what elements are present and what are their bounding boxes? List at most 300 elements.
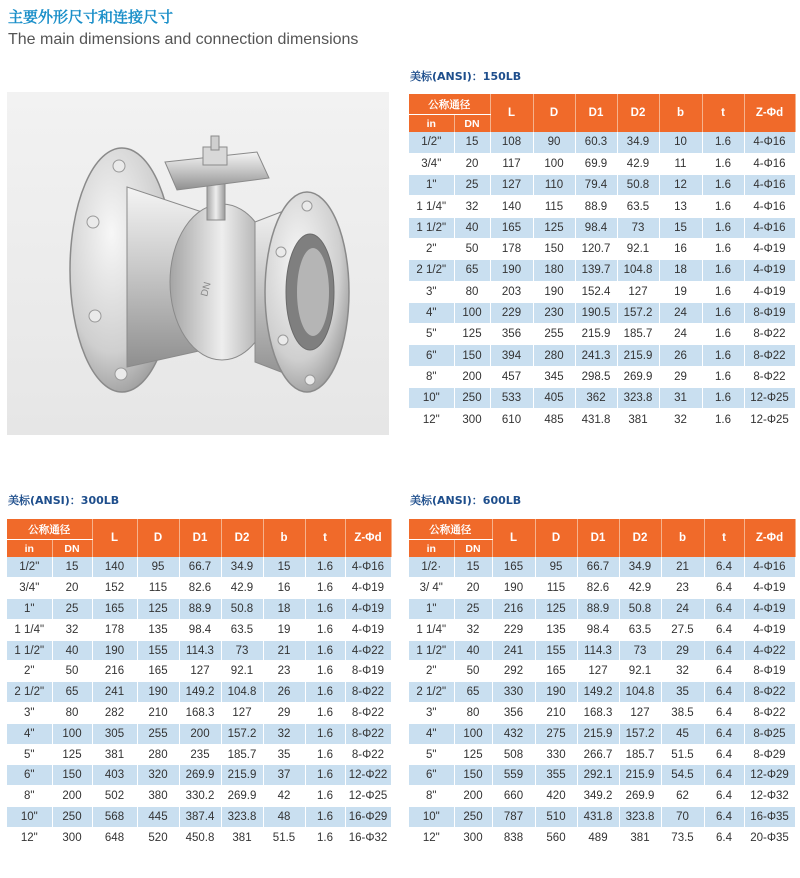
table-cell: 8-Φ22 [345,744,391,765]
table-cell: 10" [7,807,52,828]
table-cell: 6" [409,345,454,366]
table-cell: 1 1/2" [409,640,454,661]
table-cell: 560 [535,827,577,848]
table-row [409,827,795,848]
table-cell: 5" [409,744,454,765]
table-cell: 63.5 [617,196,659,217]
header-nominal-diameter: 公称通径 [409,94,490,115]
table-cell: 8" [7,786,52,807]
table-cell: 6.4 [704,599,744,620]
header-t: t [704,519,744,557]
table-row [409,765,795,786]
table-cell: 150 [454,765,492,786]
table-cell: 125 [137,599,179,620]
table-cell: 8-Φ22 [345,682,391,703]
table-cell: 1.6 [305,661,345,682]
table-cell: 100 [454,723,492,744]
table-cell: 50 [454,238,490,259]
table-cell: 559 [492,765,535,786]
table-cell: 305 [92,723,137,744]
table-cell: 15 [52,557,92,578]
table-cell: 269.9 [221,786,263,807]
table-cell: 6.4 [704,619,744,640]
table-cell: 660 [492,786,535,807]
table-cell: 4-Φ16 [744,557,795,578]
table-cell: 73 [619,640,661,661]
header-dn: DN [454,115,490,133]
table-cell: 4-Φ19 [744,619,795,640]
table-cell: 4-Φ16 [744,132,795,153]
table-cell: 168.3 [179,703,221,724]
table-cell: 40 [52,640,92,661]
table-cell: 1 1/4" [409,619,454,640]
table-300lb-caption: 美标(ANSI)：300LB [8,494,120,507]
table-cell: 4-Φ22 [744,640,795,661]
table-cell: 300 [52,827,92,848]
table-cell: 88.9 [575,196,617,217]
table-cell: 1.6 [702,324,744,345]
table-cell: 50 [454,661,492,682]
table-cell: 1" [409,175,454,196]
table-cell: 65 [52,682,92,703]
table-cell: 200 [454,366,490,387]
table-cell: 6.4 [704,723,744,744]
table-cell: 8-Φ22 [345,723,391,744]
table-cell: 1 1/2" [409,217,454,238]
table-cell: 323.8 [619,807,661,828]
table-cell: 1.6 [702,260,744,281]
table-cell: 32 [661,661,704,682]
table-cell: 95 [535,557,577,578]
table-row [7,786,391,807]
table-cell: 114.3 [577,640,619,661]
table-cell: 1.6 [305,703,345,724]
table-cell: 485 [533,409,575,430]
header-D1: D1 [577,519,619,557]
table-cell: 235 [179,744,221,765]
table-cell: 323.8 [617,388,659,409]
table-cell: 241 [492,640,535,661]
header-t: t [702,94,744,132]
header-nominal-diameter: 公称通径 [409,519,492,540]
table-cell: 165 [490,217,533,238]
table-cell: 117 [490,153,533,174]
header-in: in [409,540,454,558]
table-cell: 8-Φ22 [744,682,795,703]
table-cell: 6.4 [704,827,744,848]
table-cell: 98.4 [577,619,619,640]
table-cell: 178 [490,238,533,259]
table-cell: 20 [52,578,92,599]
table-cell: 37 [263,765,305,786]
table-cell: 4" [409,723,454,744]
table-row [409,260,795,281]
table-cell: 104.8 [617,260,659,281]
table-row [409,196,795,217]
table-row [7,682,391,703]
table-cell: 1 1/2" [7,640,52,661]
table-cell: 4-Φ19 [744,260,795,281]
table-cell: 15 [659,217,702,238]
table-cell: 3" [409,703,454,724]
table-cell: 50.8 [617,175,659,196]
table-600lb-caption: 美标(ANSI)：600LB [410,494,522,507]
table-cell: 4-Φ19 [744,599,795,620]
table-cell: 66.7 [577,557,619,578]
table-cell: 190 [492,578,535,599]
table-cell: 125 [454,744,492,765]
table-cell: 508 [492,744,535,765]
header-L: L [490,94,533,132]
table-cell: 51.5 [661,744,704,765]
table-cell: 1.6 [305,557,345,578]
table-cell: 42 [263,786,305,807]
svg-text:DN: DN [199,280,214,298]
table-cell: 2" [7,661,52,682]
table-cell: 152 [92,578,137,599]
table-cell: 20-Φ35 [744,827,795,848]
table-cell: 65 [454,260,490,281]
table-cell: 3/ 4" [409,578,454,599]
table-cell: 215.9 [577,723,619,744]
table-cell: 125 [535,599,577,620]
table-cell: 125 [533,217,575,238]
table-cell: 80 [454,703,492,724]
table-row [409,557,795,578]
table-cell: 2" [409,661,454,682]
table-cell: 150 [454,345,490,366]
table-row [409,599,795,620]
table-150lb-caption: 美标(ANSI)：150LB [410,70,522,83]
table-cell: 32 [454,619,492,640]
table-row [409,744,795,765]
table-cell: 300 [454,827,492,848]
header-nominal-diameter: 公称通径 [7,519,92,540]
table-cell: 150 [533,238,575,259]
table-cell: 457 [490,366,533,387]
table-cell: 323.8 [221,807,263,828]
ball-valve-photo [7,92,389,435]
header-L: L [492,519,535,557]
table-cell: 6.4 [704,578,744,599]
table-cell: 5" [7,744,52,765]
table-cell: 230 [533,302,575,323]
table-cell: 29 [263,703,305,724]
header-b: b [661,519,704,557]
table-cell: 18 [659,260,702,281]
table-cell: 210 [137,703,179,724]
table-cell: 4-Φ19 [744,281,795,302]
table-cell: 31 [659,388,702,409]
table-cell: 12-Φ25 [744,388,795,409]
header-in: in [7,540,52,558]
table-cell: 6.4 [704,557,744,578]
table-cell: 8-Φ22 [744,703,795,724]
table-cell: 42.9 [617,153,659,174]
table-cell: 215.9 [617,345,659,366]
table-cell: 62 [661,786,704,807]
table-cell: 4" [7,723,52,744]
table-cell: 1.6 [305,786,345,807]
table-cell: 185.7 [617,324,659,345]
table-cell: 114.3 [179,640,221,661]
table-cell: 1/2" [7,557,52,578]
table-cell: 1.6 [305,765,345,786]
table-cell: 6.4 [704,640,744,661]
table-cell: 115 [137,578,179,599]
table-cell: 381 [619,827,661,848]
table-cell: 280 [137,744,179,765]
table-row [409,366,795,387]
table-cell: 380 [137,786,179,807]
table-cell: 241 [92,682,137,703]
table-cell: 6.4 [704,807,744,828]
table-cell: 12-Φ25 [345,786,391,807]
table-cell: 6.4 [704,682,744,703]
table-cell: 127 [221,703,263,724]
table-cell: 445 [137,807,179,828]
table-cell: 1.6 [702,217,744,238]
table-cell: 165 [535,661,577,682]
table-cell: 4-Φ16 [345,557,391,578]
table-cell: 108 [490,132,533,153]
table-cell: 32 [454,196,490,217]
table-cell: 10" [409,388,454,409]
table-cell: 165 [492,557,535,578]
table-cell: 21 [263,640,305,661]
table-cell: 98.4 [179,619,221,640]
table-cell: 250 [454,807,492,828]
table-cell: 19 [263,619,305,640]
table-cell: 40 [454,640,492,661]
table-cell: 12-Φ32 [744,786,795,807]
table-cell: 12-Φ22 [345,765,391,786]
header-dn: DN [52,540,92,558]
table-cell: 185.7 [619,744,661,765]
table-cell: 405 [533,388,575,409]
table-cell: 533 [490,388,533,409]
table-cell: 1.6 [305,723,345,744]
table-row [409,619,795,640]
table-cell: 1.6 [702,345,744,366]
table-cell: 1.6 [305,682,345,703]
table-row [409,217,795,238]
table-cell: 838 [492,827,535,848]
table-cell: 1 1/4" [409,196,454,217]
header-t: t [305,519,345,557]
table-cell: 1.6 [702,153,744,174]
table-cell: 520 [137,827,179,848]
table-row [409,786,795,807]
table-cell: 34.9 [221,557,263,578]
table-cell: 190 [490,260,533,281]
table-cell: 63.5 [619,619,661,640]
table-cell: 73.5 [661,827,704,848]
table-row [409,640,795,661]
table-cell: 8-Φ22 [744,324,795,345]
table-cell: 16 [263,578,305,599]
table-cell: 1" [7,599,52,620]
table-cell: 1.6 [702,132,744,153]
table-cell: 4-Φ16 [744,217,795,238]
table-cell: 8-Φ19 [345,661,391,682]
table-cell: 104.8 [221,682,263,703]
table-cell: 15 [454,557,492,578]
table-cell: 34.9 [617,132,659,153]
table-cell: 50.8 [619,599,661,620]
table-cell: 269.9 [617,366,659,387]
table-cell: 80 [52,703,92,724]
table-cell: 190 [137,682,179,703]
table-cell: 88.9 [179,599,221,620]
table-cell: 1.6 [305,578,345,599]
table-cell: 568 [92,807,137,828]
table-cell: 92.1 [619,661,661,682]
table-cell: 26 [263,682,305,703]
table-cell: 298.5 [575,366,617,387]
table-cell: 200 [454,786,492,807]
header-b: b [263,519,305,557]
table-cell: 190 [92,640,137,661]
table-cell: 185.7 [221,744,263,765]
table-cell: 24 [659,302,702,323]
table-row [7,723,391,744]
table-row [409,345,795,366]
table-cell: 127 [490,175,533,196]
table-row [409,238,795,259]
table-cell: 381 [221,827,263,848]
table-cell: 120.7 [575,238,617,259]
table-row [7,827,391,848]
table-cell: 4-Φ19 [345,578,391,599]
table-cell: 40 [454,217,490,238]
table-cell: 1/2· [409,557,454,578]
header-D2: D2 [221,519,263,557]
table-row [409,324,795,345]
table-cell: 25 [454,599,492,620]
header-z-phid: Z-Φd [345,519,391,557]
table-cell: 3" [7,703,52,724]
table-row [409,682,795,703]
table-cell: 115 [533,196,575,217]
table-cell: 50.8 [221,599,263,620]
table-cell: 190 [535,682,577,703]
table-cell: 100 [533,153,575,174]
table-cell: 127 [617,281,659,302]
table-cell: 12 [659,175,702,196]
table-cell: 4-Φ19 [744,578,795,599]
table-cell: 15 [263,557,305,578]
table-cell: 42.9 [619,578,661,599]
table-cell: 150 [52,765,92,786]
table-cell: 139.7 [575,260,617,281]
table-cell: 8" [409,786,454,807]
table-cell: 20 [454,153,490,174]
table-cell: 6.4 [704,744,744,765]
table-cell: 12-Φ29 [744,765,795,786]
table-cell: 1.6 [702,302,744,323]
table-cell: 127 [577,661,619,682]
table-row [409,302,795,323]
table-cell: 95 [137,557,179,578]
header-in: in [409,115,454,133]
table-cell: 6.4 [704,786,744,807]
table-cell: 73 [221,640,263,661]
table-cell: 23 [263,661,305,682]
page-title-en: The main dimensions and connection dimensions [8,31,359,48]
table-cell: 269.9 [179,765,221,786]
table-cell: 180 [533,260,575,281]
table-row [7,557,391,578]
table-cell: 4-Φ16 [744,153,795,174]
table-cell: 8-Φ25 [744,723,795,744]
table-cell: 1 1/4" [7,619,52,640]
table-cell: 70 [661,807,704,828]
table-cell: 92.1 [221,661,263,682]
table-cell: 60.3 [575,132,617,153]
header-D1: D1 [575,94,617,132]
table-cell: 27.5 [661,619,704,640]
table-cell: 80 [454,281,490,302]
table-cell: 23 [661,578,704,599]
table-cell: 450.8 [179,827,221,848]
table-cell: 12" [409,409,454,430]
table-cell: 12-Φ25 [744,409,795,430]
table-cell: 215.9 [619,765,661,786]
table-cell: 3/4" [409,153,454,174]
table-cell: 135 [535,619,577,640]
table-cell: 255 [533,324,575,345]
table-cell: 229 [492,619,535,640]
table-cell: 1.6 [305,599,345,620]
table-cell: 432 [492,723,535,744]
table-cell: 155 [535,640,577,661]
table-cell: 15 [454,132,490,153]
table-cell: 92.1 [617,238,659,259]
table-cell: 21 [661,557,704,578]
table-cell: 29 [659,366,702,387]
table-cell: 2 1/2" [7,682,52,703]
header-dn: DN [454,540,492,558]
table-cell: 45 [661,723,704,744]
table-cell: 648 [92,827,137,848]
table-cell: 157.2 [221,723,263,744]
table-cell: 98.4 [575,217,617,238]
page-title-cn: 主要外形尺寸和连接尺寸 [8,8,174,26]
table-cell: 215.9 [221,765,263,786]
table-cell: 25 [454,175,490,196]
table-cell: 18 [263,599,305,620]
table-cell: 8-Φ22 [345,703,391,724]
table-cell: 1.6 [702,409,744,430]
table-cell: 82.6 [577,578,619,599]
table-cell: 250 [454,388,490,409]
table-row [7,765,391,786]
table-cell: 330 [535,744,577,765]
table-cell: 1.6 [702,366,744,387]
table-cell: 149.2 [577,682,619,703]
table-cell: 38.5 [661,703,704,724]
table-cell: 282 [92,703,137,724]
table-cell: 387.4 [179,807,221,828]
table-cell: 65 [454,682,492,703]
table-cell: 79.4 [575,175,617,196]
table-cell: 35 [661,682,704,703]
table-cell: 66.7 [179,557,221,578]
table-cell: 431.8 [577,807,619,828]
table-row [409,578,795,599]
table-cell: 210 [535,703,577,724]
